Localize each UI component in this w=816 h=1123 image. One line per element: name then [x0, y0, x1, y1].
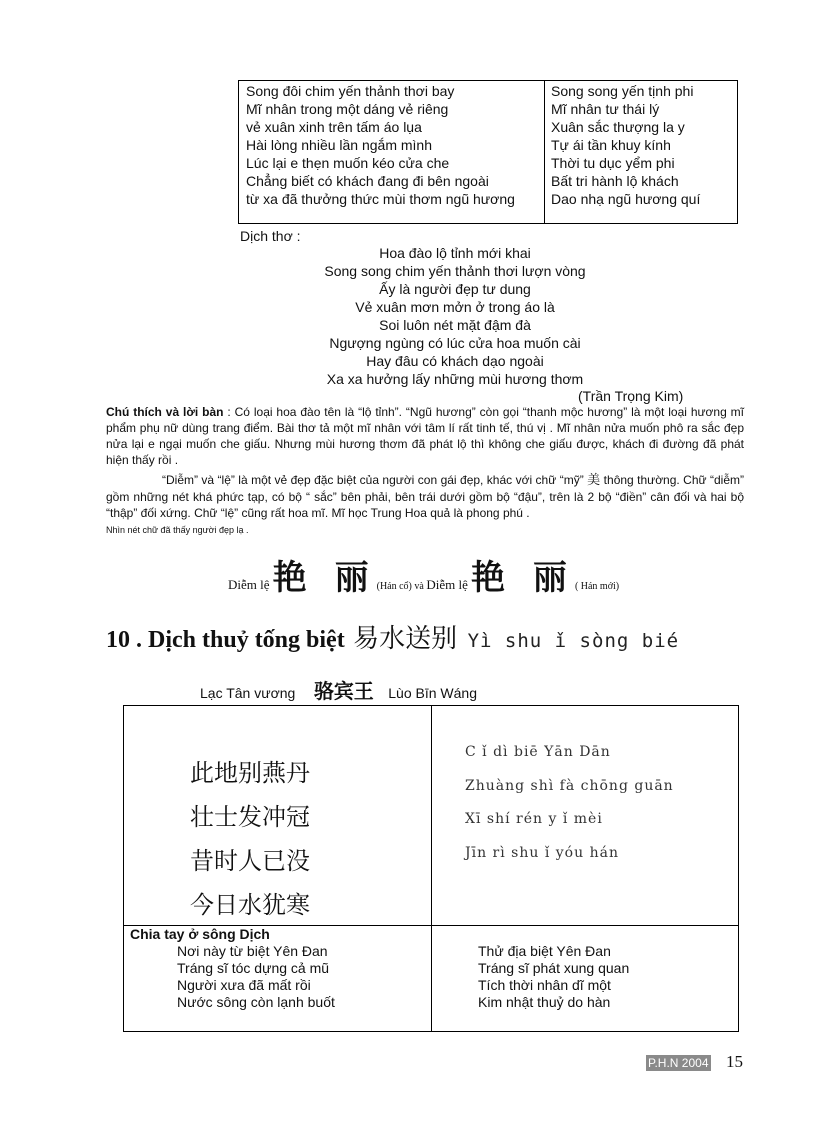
note-label: Chú thích và lời bàn: [106, 405, 224, 419]
footer-badge: P.H.N 2004: [648, 1056, 709, 1070]
poem-line: Mĩ nhân tư thái lý: [551, 101, 660, 117]
translation-verse: [260, 244, 650, 388]
viet-line: Người xưa đã mất rồi: [177, 977, 311, 993]
poem-line: Song song yến tịnh phi: [551, 83, 694, 99]
cjk-diem-le-new: 艳 丽: [471, 558, 575, 598]
poem-line: Dao nhạ ngũ hương quí: [551, 191, 701, 207]
label-diem-le-new: Diễm lệ: [426, 577, 472, 592]
poem2-chinese-text: [190, 751, 310, 927]
poem-line: từ xa đã thưởng thức mùi thơm ngũ hương: [246, 191, 515, 207]
table-divider: [431, 706, 432, 1031]
poem-line: Chẳng biết có khách đang đi bên ngoài: [246, 173, 489, 189]
viet-line: Nơi này từ biệt Yên Đan: [177, 943, 328, 959]
table-divider: [544, 81, 545, 223]
poem-line: Mĩ nhân trong một dáng vẻ riêng: [246, 101, 449, 117]
cjk-line: 壮士发冲冠: [190, 803, 310, 831]
verse-line: Hoa đào lộ tỉnh mới khai: [379, 245, 531, 261]
sino-line: Tích thời nhân dĩ một: [478, 977, 611, 993]
verse-line: Ấy là người đẹp tư dung: [379, 281, 531, 297]
poem-line: vẻ xuân xinh trên tấm áo lụa: [246, 119, 422, 135]
section-title-pinyin: Yì shu ǐ sòng bié: [467, 630, 680, 652]
poem-line: Thời tu dục yểm phi: [551, 155, 675, 171]
characters-comparison: [228, 550, 620, 598]
pinyin-line: Xī shí rén y ǐ mèi: [465, 811, 603, 827]
translator-credit: (Trần Trọng Kim): [578, 388, 684, 404]
verse-line: Soi luôn nét mặt đậm đà: [379, 317, 531, 333]
page-number: 15: [726, 1052, 743, 1071]
poem-line: Hài lòng nhiều lần ngắm mình: [246, 137, 433, 153]
section-title-cjk: 易水送别: [353, 624, 458, 654]
cjk-line: 昔时人已没: [190, 847, 310, 875]
label-diem-le-old: Diễm lệ: [228, 577, 273, 592]
note-paragraph: [106, 404, 744, 468]
small-note: Nhìn nét chữ đã thấy người đẹp lạ .: [106, 525, 249, 535]
sino-line: Thử địa biệt Yên Đan: [478, 943, 611, 959]
poem-line: Xuân sắc thượng la y: [551, 119, 685, 135]
author-line: [200, 675, 477, 704]
poem-line: Lúc lại e thẹn muốn kéo cửa che: [246, 155, 450, 171]
poem-table: [238, 80, 738, 224]
verse-line: Song song chim yến thảnh thơi lượn vòng: [324, 263, 586, 279]
poem2-table: [123, 705, 739, 1032]
sino-line: Tráng sĩ phát xung quan: [478, 960, 630, 976]
poem2-pinyin: [465, 736, 674, 870]
sino-line: Kim nhật thuỷ do hàn: [478, 994, 611, 1010]
pinyin-line: C ǐ dì biē Yān Dān: [465, 744, 611, 760]
poem2-vietnamese-translation: [177, 943, 335, 1011]
connector-va: và: [411, 581, 427, 592]
cjk-line: 此地别燕丹: [190, 759, 310, 787]
diem-text-before: “Diễm” và “lệ” là một vẻ đẹp đặc biệt của người con gái đẹp, khác với chữ “mỹ”: [162, 473, 588, 487]
note-han-moi: ( Hán mới): [574, 581, 620, 592]
author-name-pinyin: Lùo Bīn Wáng: [388, 685, 477, 701]
poem-sino-vietnamese-column: [551, 82, 700, 208]
verse-line: Ngượng ngùng có lúc cửa hoa muốn cài: [329, 335, 581, 351]
verse-line: Vẻ xuân mơn mởn ở trong áo là: [355, 299, 555, 315]
poem-line: Bất tri hành lộ khách: [551, 173, 679, 189]
poem2-vietnamese-title: Chia tay ở sông Dịch: [130, 926, 270, 942]
my-character: 美: [587, 473, 601, 488]
section-title: 10 . Dịch thuỷ tống biệt: [106, 627, 345, 653]
poem-vietnamese-column: [246, 82, 515, 208]
pinyin-line: Jīn rì shu ǐ yóu hán: [465, 844, 619, 861]
viet-line: Nước sông còn lạnh buốt: [177, 994, 335, 1010]
poem2-sino-vietnamese: [478, 943, 629, 1011]
diem-text-after: thông thường. Chữ “diễm” gồm những nét khá phức tạp, có bộ “ sắc” bên phải, bên trái dưới gồm bộ “đậu”, trên là 2 bộ “điền” cân đối và hai bộ “thập” đối xứng. Chữ “lệ” cũng rất hoa mĩ. Mĩ học Trung Hoa quả là phong phú .: [106, 473, 744, 520]
cjk-diem-le-old: 艳 丽: [272, 558, 377, 598]
poem-line: Tự ái tần khuy kính: [551, 137, 671, 153]
diem-paragraph: [106, 472, 744, 521]
section-heading: [106, 618, 679, 655]
note-text: : Có loại hoa đào tên là “lộ tỉnh”. “Ngũ hương” còn gọi “thanh mộc hương” là một loại hương mĩ phẩm phụ nữ dùng trang điểm. Bài thơ tả một mĩ nhân với tâm lí rất tinh tế, thú vị . Mĩ nhân nửa muốn phô ra sắc đẹp nửa lại e ngại muốn che giấu. Nhưng mùi hương thơm đã phát lộ thì không che giấu được, khách đi đường đã phát hiện thấy rồi .: [106, 405, 744, 467]
author-name-cjk: 骆宾王: [313, 679, 374, 703]
author-name: Lạc Tân vương: [200, 685, 296, 701]
translation-label: Dịch thơ :: [240, 228, 301, 244]
poem-line: Song đôi chim yến thảnh thơi bay: [246, 83, 455, 99]
cjk-line: 今日水犹寒: [190, 891, 310, 919]
verse-line: Xa xa hưởng lấy những mùi hương thơm: [326, 371, 584, 387]
pinyin-line: Zhuàng shì fà chōng guān: [465, 777, 674, 794]
viet-line: Tráng sĩ tóc dựng cả mũ: [177, 960, 330, 976]
note-han-co: (Hán cổ): [376, 581, 412, 592]
verse-line: Hay đâu có khách dạo ngoài: [366, 353, 544, 369]
